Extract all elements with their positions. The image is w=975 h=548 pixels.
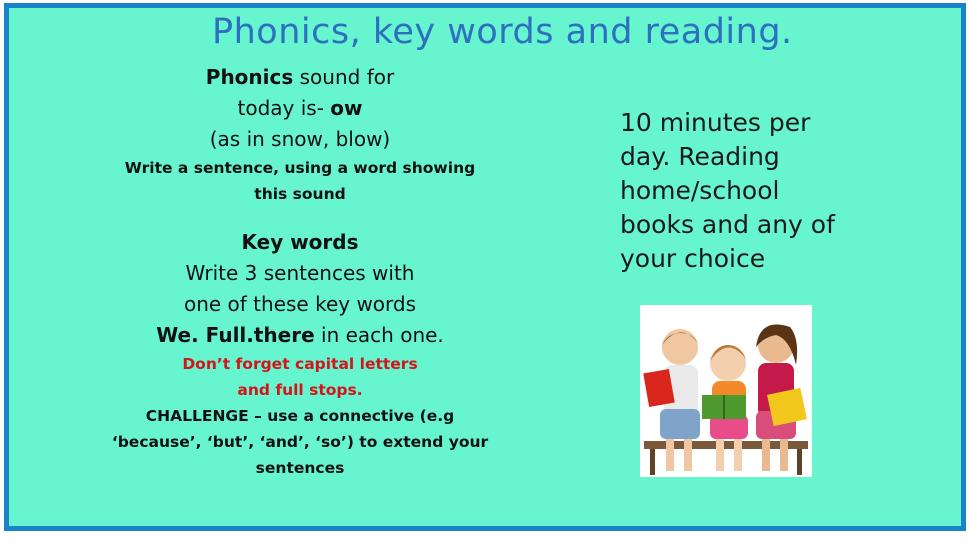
key-words-list: We. Full.there	[156, 323, 315, 347]
challenge-line-2: ‘because’, ‘but’, ‘and’, ‘so’) to extend your	[111, 433, 489, 451]
reading-instructions	[620, 106, 920, 276]
phonics-example: (as in snow, blow)	[209, 127, 391, 151]
reading-line-1: 10 minutes per	[620, 108, 811, 137]
phonics-label-rest: sound for	[293, 65, 395, 89]
reading-line-4: books and any of	[620, 210, 835, 239]
phonics-today-prefix: today is-	[237, 96, 331, 120]
challenge-line-1: CHALLENGE – use a connective (e.g	[145, 407, 455, 425]
slide-title: Phonics, key words and reading.	[212, 12, 793, 52]
reading-line-3: home/school	[620, 176, 780, 205]
reminder-line-2: and full stops.	[237, 381, 363, 399]
phonics-task-line-2: this sound	[254, 185, 346, 203]
key-words-line-1: Write 3 sentences with	[185, 261, 415, 285]
instructions-column	[80, 62, 520, 481]
phonics-sound: ow	[330, 96, 363, 120]
key-words-suffix: in each one.	[314, 323, 444, 347]
children-reading-photo	[640, 305, 812, 477]
key-words-line-2: one of these key words	[183, 292, 417, 316]
reading-line-2: day. Reading	[620, 142, 780, 171]
phonics-label: Phonics	[205, 65, 294, 89]
key-words-line-3	[80, 320, 520, 351]
phonics-line-1	[80, 62, 520, 93]
reminder-line-1: Don’t forget capital letters	[182, 355, 418, 373]
phonics-task-line-1: Write a sentence, using a word showing	[124, 159, 476, 177]
phonics-line-2	[80, 93, 520, 124]
key-words-heading: Key words	[241, 230, 359, 254]
reading-line-5: your choice	[620, 244, 766, 273]
challenge-line-3: sentences	[255, 459, 345, 477]
